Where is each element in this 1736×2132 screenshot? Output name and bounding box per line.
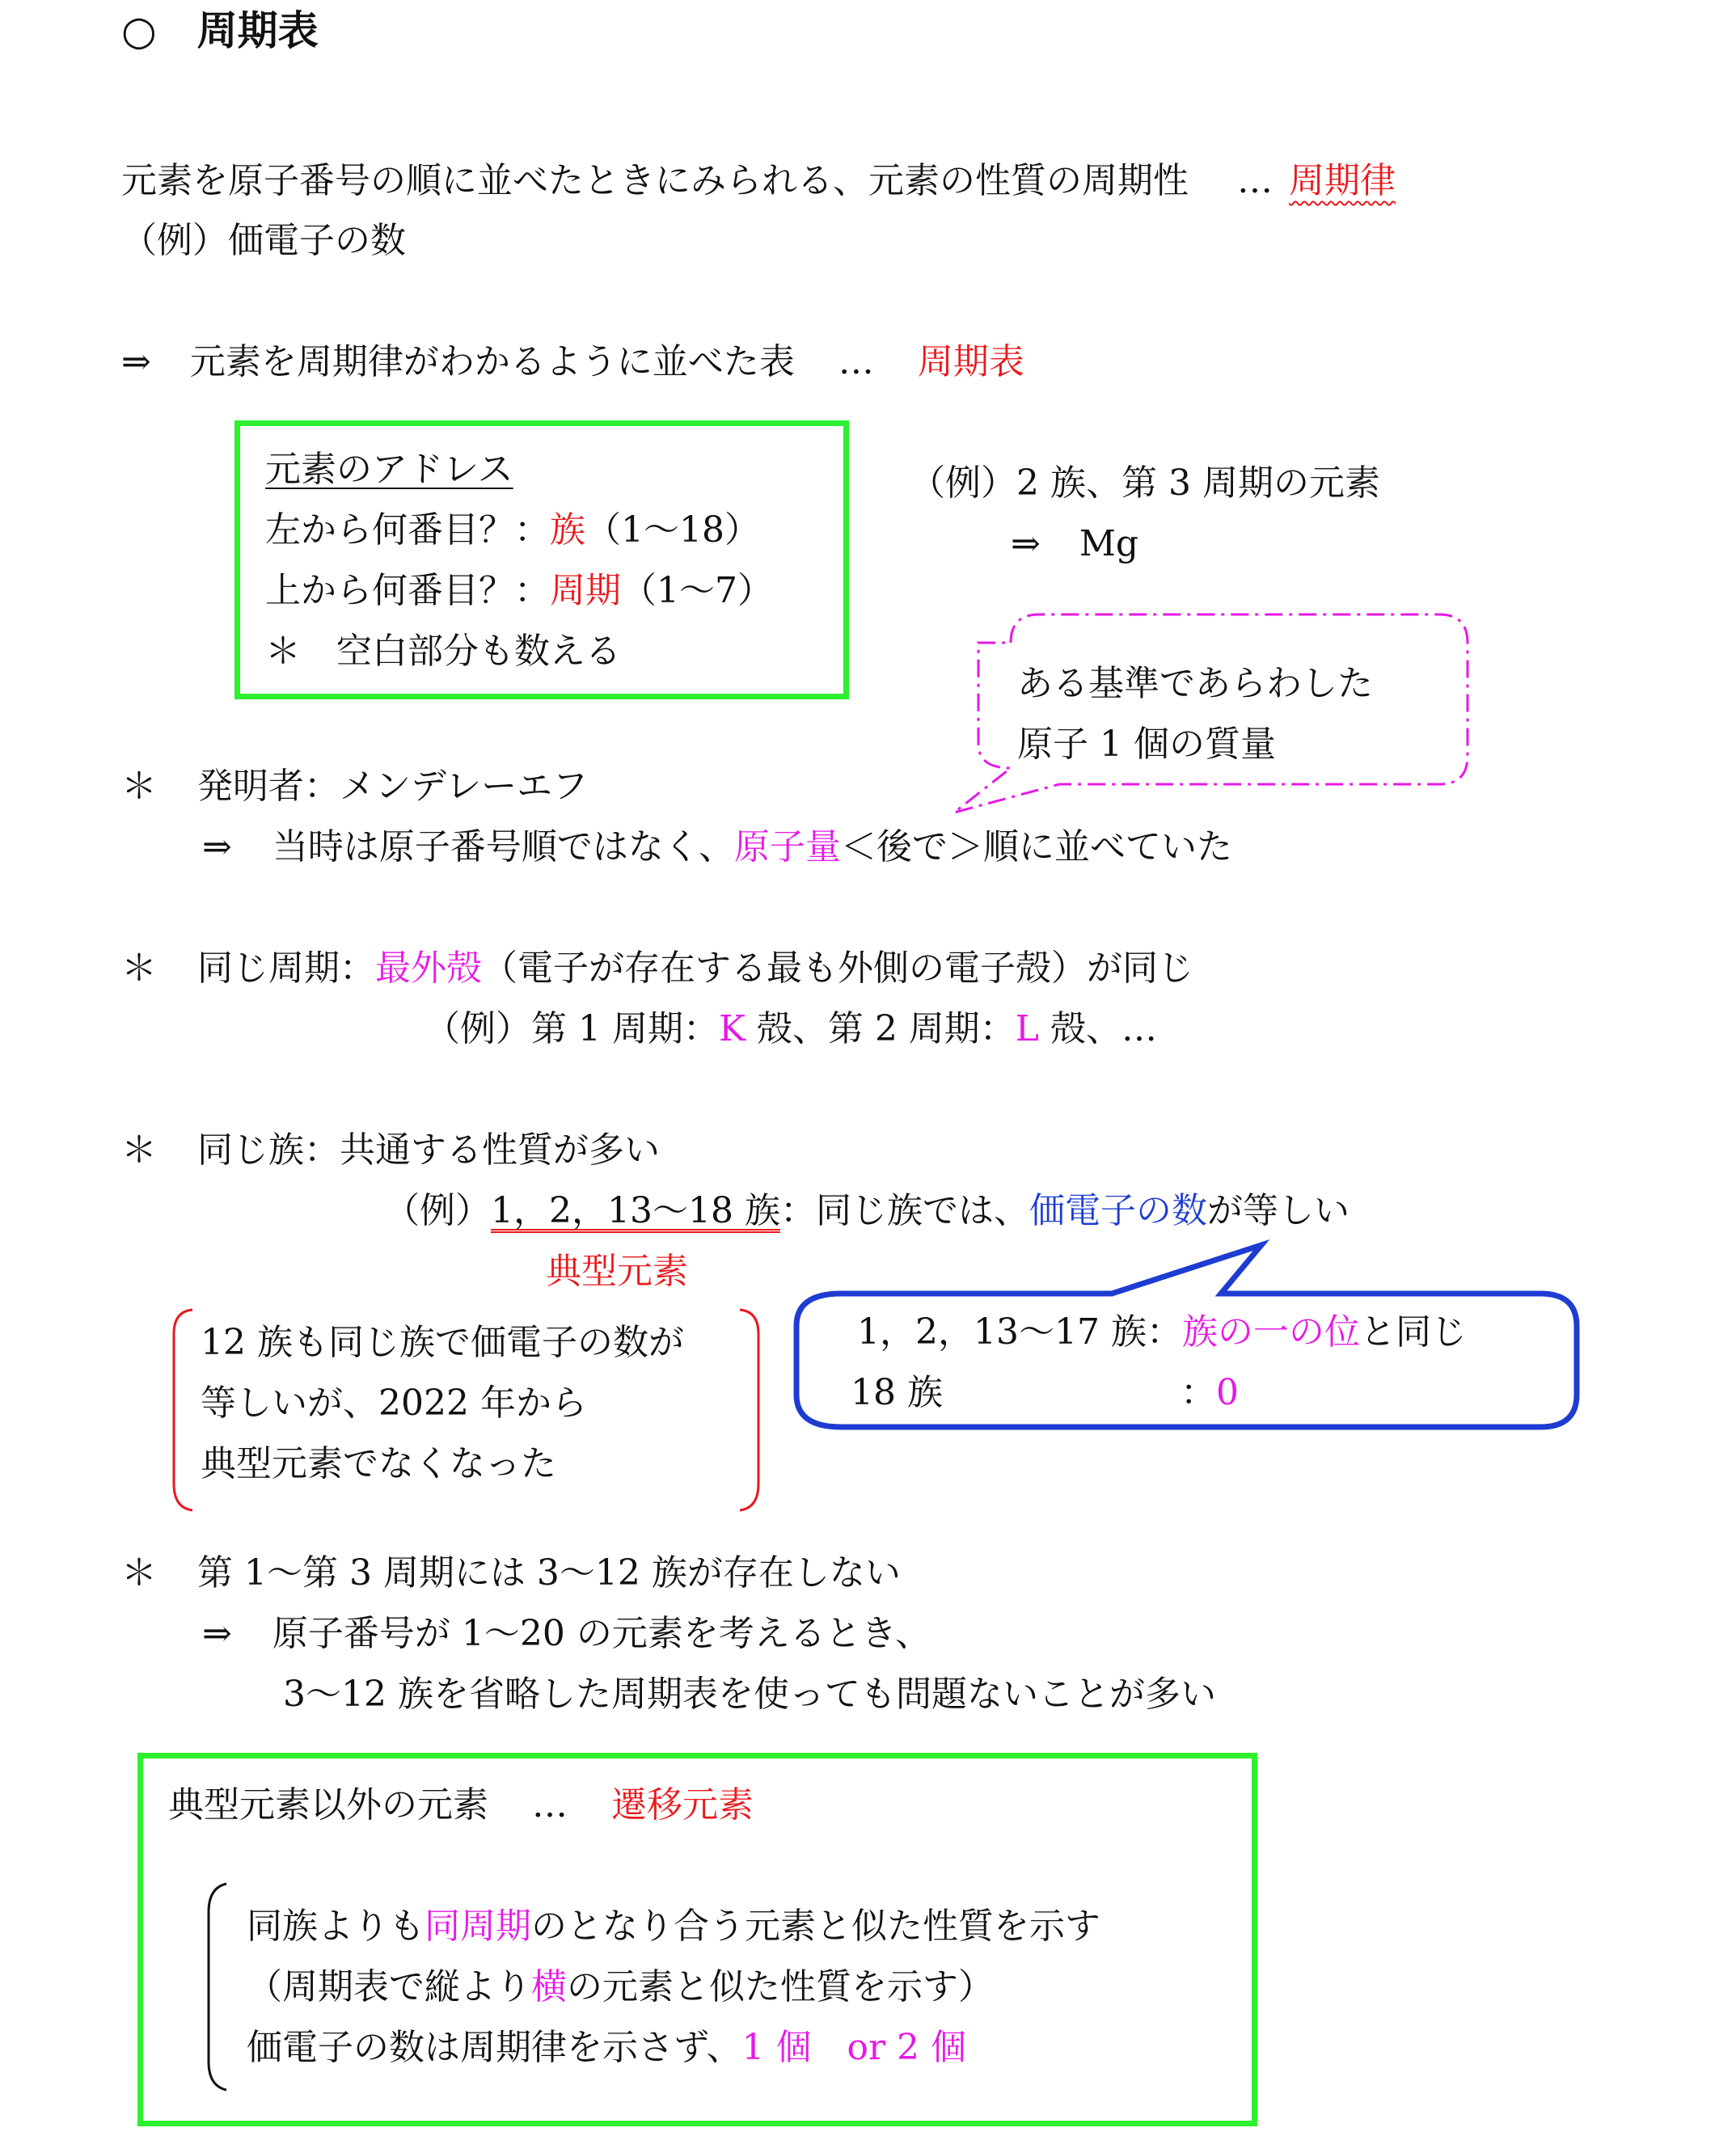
asterisk-icon: ＊ [121, 1129, 157, 1171]
periods-1-3-line [121, 1551, 901, 1596]
address-line-period-suffix: （1～7） [621, 570, 773, 611]
term-ones-digit: 族の一の位 [1181, 1311, 1360, 1353]
transition-b3 [247, 2025, 966, 2071]
address-example: （例）2 族、第 3 周期の元素 [910, 462, 1380, 504]
valence-row2-value [1181, 1370, 1239, 1416]
inventor-detail-suffix: ＜後で＞順に並べていた [841, 826, 1232, 868]
circle-mark: ○ [121, 7, 157, 54]
address-heading: 元素のアドレス [265, 449, 513, 490]
asterisk-icon: ＊ [121, 766, 157, 807]
ellipsis: … [1237, 160, 1273, 201]
inventor-detail-prefix: 当時は原子番号順ではなく、 [272, 826, 734, 868]
term-atomic-mass: 原子量 [734, 826, 841, 868]
periodic-table-def-text: 元素を周期律がわかるように並べた表 [189, 341, 795, 382]
term-same-period: 同周期 [424, 1906, 531, 1947]
same-group-text: 同じ族：共通する性質が多い [197, 1129, 660, 1171]
term-group: 族 [550, 509, 585, 551]
note-line2: 等しいが、2022 年から [201, 1383, 587, 1424]
same-group-example [384, 1188, 1350, 1234]
transition-b3-prefix: 価電子の数は周期律を示さず、 [247, 2027, 742, 2068]
transition-b1-prefix: 同族よりも [247, 1906, 424, 1947]
shell-k: K [718, 1008, 746, 1049]
valence-row2-label: 18 族 [851, 1372, 943, 1413]
term-one-or-two: 1 個 or 2 個 [741, 2027, 966, 2068]
valence-row1 [857, 1310, 1467, 1355]
arrow-icon: ⇒ [121, 341, 151, 382]
periods-1-3-detail-text: 原子番号が 1～20 の元素を考えるとき、 [272, 1613, 931, 1654]
term-horizontal: 横 [531, 1966, 567, 2007]
same-group-ex-prefix: （例） [384, 1190, 491, 1231]
typical-element-label: 典型元素 [546, 1251, 688, 1292]
same-period-ex-mid: 殻、第 2 周期： [745, 1008, 1016, 1049]
transition-heading [168, 1783, 754, 1828]
periods-1-3-detail [202, 1611, 931, 1657]
same-period-prefix: 同じ周期： [197, 948, 375, 989]
arrow-icon: ⇒ [1011, 523, 1041, 564]
transition-b2-prefix: （周期表で縦より [247, 1966, 531, 2007]
atomic-mass-callout-line1: ある基準であらわした [1017, 663, 1373, 704]
inventor-detail [202, 825, 1232, 870]
ellipsis: … [838, 341, 874, 382]
periods-1-3-detail2: 3～12 族を省略した周期表を使っても問題ないことが多い [283, 1674, 1216, 1715]
valence-row1-label: 1，2，13～17 族： [857, 1311, 1182, 1353]
note-left-bracket [174, 1310, 192, 1510]
valence-row2-colon: ： [1181, 1372, 1216, 1413]
title-text: 周期表 [196, 7, 319, 54]
valence-row1-suffix: と同じ [1359, 1311, 1467, 1353]
same-group-ex-suffix: が等しい [1206, 1190, 1350, 1231]
atomic-mass-callout-shape [954, 614, 1468, 813]
address-line-period-prefix: 上から何番目？： [265, 570, 550, 611]
term-transition-element: 遷移元素 [611, 1784, 754, 1826]
address-line-group-suffix: （1～18） [585, 509, 760, 551]
atomic-mass-callout-line2: 原子 1 個の質量 [1017, 724, 1276, 765]
note-line3: 典型元素でなくなった [201, 1443, 556, 1484]
same-group-line [121, 1128, 660, 1173]
periodic-law-text: 元素を原子番号の順に並べたときにみられる、元素の性質の周期性 [121, 160, 1189, 201]
shell-l: L [1015, 1008, 1040, 1049]
transition-b2 [247, 1965, 994, 2010]
term-valence-electrons: 価電子の数 [1029, 1190, 1207, 1231]
term-periodic-table: 周期表 [917, 341, 1024, 382]
answer-mg: Mg [1079, 523, 1139, 564]
address-line-group-prefix: 左から何番目？： [265, 509, 550, 551]
typical-groups: 1，2，13～18 族 [491, 1190, 780, 1231]
same-period-ex-prefix: （例）第 1 周期： [424, 1008, 719, 1049]
note-line1: 12 族も同じ族で価電子の数が [201, 1322, 684, 1363]
arrow-icon: ⇒ [202, 1613, 232, 1654]
same-period-ex-suffix: 殻、… [1039, 1008, 1158, 1049]
transition-b2-suffix: の元素と似た性質を示す） [567, 1966, 994, 2007]
periodic-law-example: （例）価電子の数 [121, 220, 406, 261]
note-right-bracket [740, 1310, 758, 1510]
periods-1-3-text: 第 1～第 3 周期には 3～12 族が存在しない [197, 1552, 901, 1594]
term-outermost-shell: 最外殻 [375, 948, 482, 989]
term-period: 周期 [550, 570, 621, 611]
inventor-line [121, 764, 588, 809]
same-period-line [121, 946, 1193, 991]
transition-b1 [247, 1904, 1100, 1949]
value-zero: 0 [1216, 1372, 1239, 1413]
same-period-suffix: （電子が存在する最も外側の電子殻）が同じ [482, 948, 1193, 989]
arrow-icon: ⇒ [202, 826, 232, 868]
same-group-ex-mid: ：同じ族では、 [779, 1190, 1029, 1231]
address-line-note: ＊ 空白部分も数える [265, 631, 621, 672]
asterisk-icon: ＊ [121, 1552, 157, 1594]
term-periodic-law: 周期律 [1289, 160, 1396, 201]
same-period-example [424, 1007, 1157, 1052]
inventor-text: 発明者：メンデレーエフ [197, 766, 589, 807]
ellipsis: … [532, 1784, 568, 1826]
asterisk-icon: ＊ [121, 948, 157, 989]
transition-b1-suffix: のとなり合う元素と似た性質を示す [531, 1906, 1100, 1947]
transition-heading-text: 典型元素以外の元素 [168, 1784, 488, 1826]
